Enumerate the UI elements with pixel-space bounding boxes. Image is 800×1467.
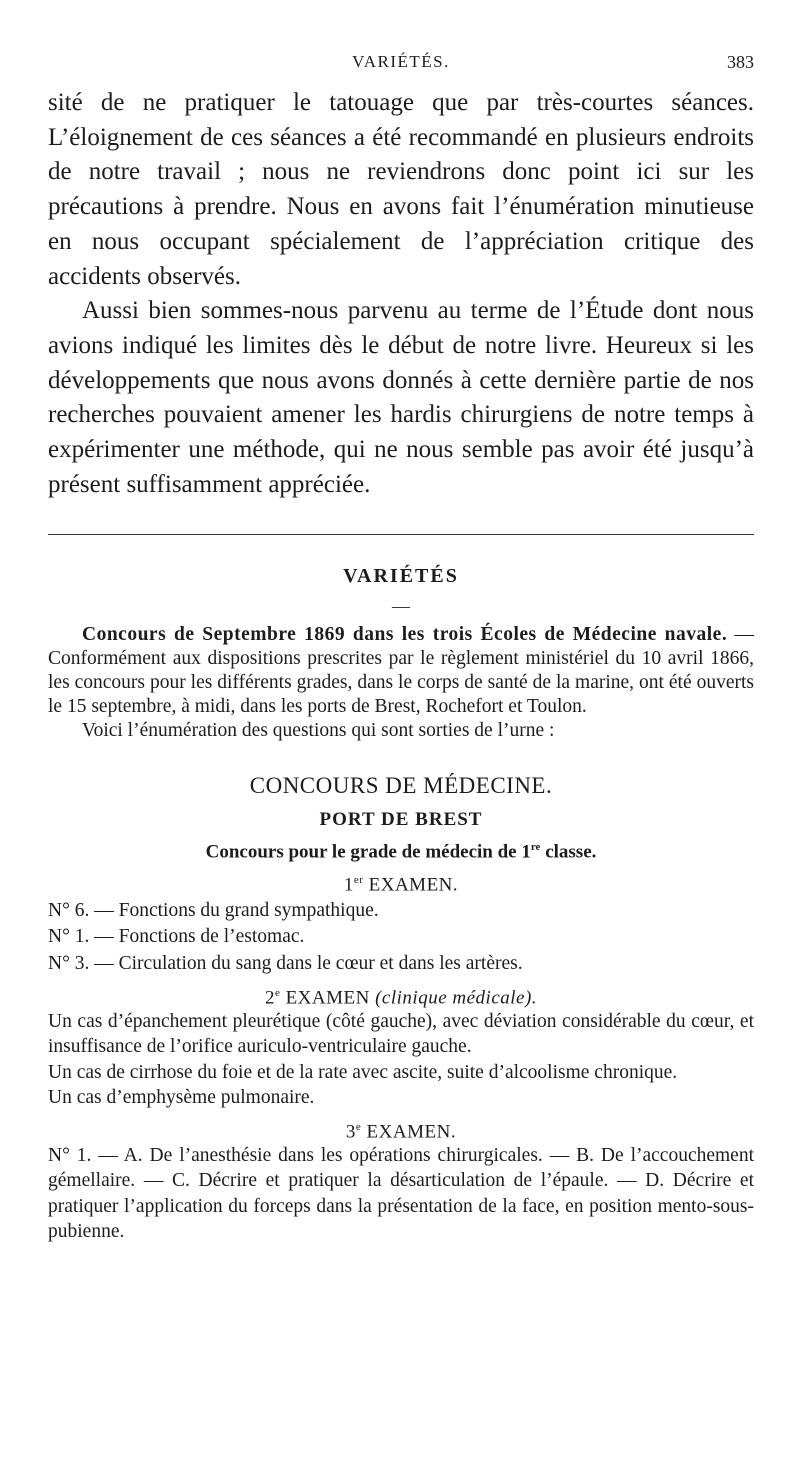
exam-2-label: EXAMEN bbox=[280, 987, 376, 1009]
exam-3-number: 3 bbox=[345, 1120, 356, 1142]
exam-2-title bbox=[48, 987, 754, 1009]
exam-2-cases bbox=[48, 1009, 754, 1111]
grade-title-before: Concours pour le grade de médecin de 1 bbox=[205, 841, 531, 863]
exam-1-questions bbox=[48, 898, 754, 977]
exam-3-question: N° 1. — A. De l’anesthésie dans les opérations chirurgicales. — B. De l’accouchement gémellaire. — C. Décrire et pratiquer la désarticulation de l’épaule. — D. Décrire et pratiquer l’application du forceps dans la présentation de la face, en position mento-sous-pubienne. bbox=[48, 1144, 754, 1243]
exam-1-question: N° 6. — Fonctions du grand sympathique. bbox=[48, 900, 379, 922]
notice-title: Concours de Septembre 1869 dans les trois Écoles de Médecine navale. bbox=[82, 624, 728, 646]
page-header bbox=[48, 52, 754, 78]
closing-text bbox=[48, 86, 754, 502]
exam-1-number: 1 bbox=[343, 874, 354, 896]
running-head: VARIÉTÉS. bbox=[352, 52, 450, 71]
exam-2-case: Un cas d’épanchement pleurétique (côté gauche), avec déviation considérable du cœur, et insuffisance de l’orifice auriculo-ventriculaire gauche. bbox=[48, 1011, 754, 1058]
exam-1-question: N° 1. — Fonctions de l’estomac. bbox=[48, 926, 305, 948]
exam-1-sup: er bbox=[353, 873, 364, 886]
exam-1-question: N° 3. — Circulation du sang dans le cœur et dans les artères. bbox=[48, 952, 523, 974]
grade-title-after: classe. bbox=[540, 841, 597, 863]
notice-paragraph bbox=[48, 623, 754, 719]
concours-notice bbox=[48, 623, 754, 743]
exam-2-sup: e bbox=[274, 986, 281, 999]
exam-2-case: Un cas de cirrhose du foie et de la rate avec ascite, suite d’alcoolisme chronique. bbox=[48, 1061, 678, 1083]
notice-followup: Voici l’énumération des questions qui sont sorties de l’urne : bbox=[82, 720, 555, 742]
grade-title bbox=[48, 841, 754, 863]
section-divider bbox=[48, 534, 754, 535]
page-body bbox=[48, 86, 754, 1245]
paragraph-conclusion: Aussi bien sommes-nous parvenu au terme de l’Étude dont nous avions indiqué les limites dès le début de notre livre. Heureux si les développements que nous avons donnés à cette dernière partie de nos recherches pouvaient amener les hardis chirurgiens de notre temps à expérimenter une méthode, qui ne nous semble pas avoir été jusqu’à présent suffisamment appréciée. bbox=[48, 297, 754, 498]
exam-2-italic: (clinique médicale). bbox=[375, 987, 538, 1009]
exam-1-label: EXAMEN. bbox=[363, 874, 459, 896]
port-title: PORT DE BREST bbox=[319, 809, 483, 831]
exam-3-questions bbox=[48, 1143, 754, 1245]
section-title: VARIÉTÉS bbox=[343, 565, 459, 588]
exam-3-label: EXAMEN. bbox=[361, 1120, 457, 1142]
section-dash: — bbox=[392, 596, 410, 617]
grade-title-sup: re bbox=[530, 841, 541, 854]
exam-2-number: 2 bbox=[264, 987, 275, 1009]
page-number: 383 bbox=[727, 52, 754, 72]
exam-1-title bbox=[48, 874, 754, 896]
exam-3-title bbox=[48, 1121, 754, 1143]
exam-3-sup: e bbox=[355, 1120, 362, 1133]
exam-2-case: Un cas d’emphysème pulmonaire. bbox=[48, 1087, 315, 1109]
paragraph-continuation: sité de ne pratiquer le tatouage que par très-courtes séances. L’éloignement de ces séances a été recommandé en plusieurs endroits de notre travail ; nous ne reviendrons donc point ici sur les précautions à prendre. Nous en avons fait l’énumération minutieuse en nous occupant spécialement de l’appréciation critique des accidents observés. bbox=[48, 89, 754, 290]
notice-text: — Conformément aux dispositions prescrites par le règlement ministériel du 10 avril 1866, les concours pour les différents grades, dans le corps de santé de la marine, ont été ouverts le 15 septembre, à midi, dans les ports de Brest, Rochefort et Toulon. bbox=[48, 624, 755, 718]
concours-title: CONCOURS DE MÉDECINE. bbox=[249, 773, 553, 799]
